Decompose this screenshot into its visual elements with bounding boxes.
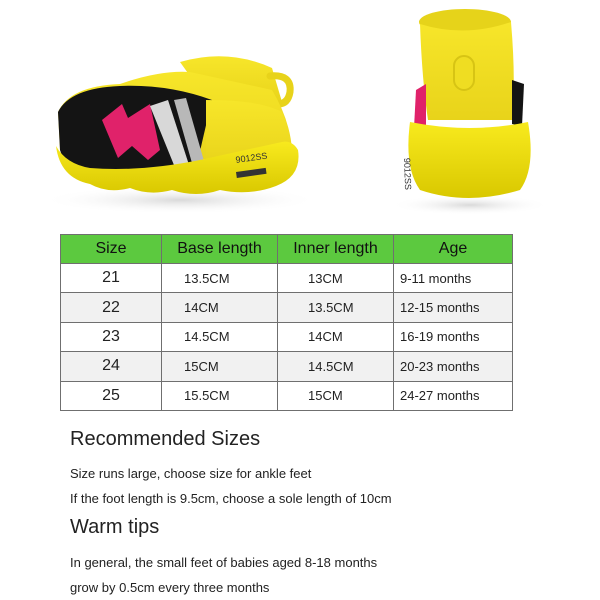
recommended-line-2: If the foot length is 9.5cm, choose a sole length of 10cm (70, 491, 392, 506)
side-shoe-label: 9012SS (234, 150, 268, 165)
product-photo (0, 0, 600, 225)
cell-base-length: 15CM (162, 352, 278, 381)
cell-base-length: 14.5CM (162, 322, 278, 351)
table-row (61, 352, 513, 381)
cell-inner-length: 13.5CM (278, 293, 394, 322)
cell-base-length: 15.5CM (162, 381, 278, 410)
table-row (61, 293, 513, 322)
cell-base-length: 13.5CM (162, 264, 278, 293)
cell-age: 12-15 months (394, 293, 513, 322)
cell-inner-length: 15CM (278, 381, 394, 410)
cell-age: 20-23 months (394, 352, 513, 381)
table-row (61, 264, 513, 293)
table-row (61, 322, 513, 351)
table-header-row (61, 235, 513, 264)
cell-age: 16-19 months (394, 322, 513, 351)
cell-inner-length: 14.5CM (278, 352, 394, 381)
cell-inner-length: 13CM (278, 264, 394, 293)
cell-size: 23 (61, 322, 162, 351)
back-shoe (390, 9, 550, 215)
cell-inner-length: 14CM (278, 322, 394, 351)
tips-line-1: In general, the small feet of babies aged 8-18 months (70, 555, 378, 570)
header-base-length: Base length (162, 235, 278, 264)
header-inner-length: Inner length (278, 235, 394, 264)
recommended-line-1: Size runs large, choose size for ankle feet (70, 466, 312, 481)
warm-tips-heading: Warm tips (70, 516, 160, 538)
recommended-sizes-heading: Recommended Sizes (70, 428, 261, 450)
header-size: Size (61, 235, 162, 264)
cell-size: 22 (61, 293, 162, 322)
cell-size: 21 (61, 264, 162, 293)
cell-size: 25 (61, 381, 162, 410)
cell-age: 9-11 months (394, 264, 513, 293)
cell-size: 24 (61, 352, 162, 381)
header-age: Age (394, 235, 513, 264)
table-row (61, 381, 513, 410)
tips-line-2: grow by 0.5cm every three months (70, 580, 270, 595)
back-shoe-label: 9012SS (402, 157, 414, 191)
size-chart-table (60, 234, 513, 411)
cell-age: 24-27 months (394, 381, 513, 410)
side-shoe (40, 56, 320, 214)
cell-base-length: 14CM (162, 293, 278, 322)
